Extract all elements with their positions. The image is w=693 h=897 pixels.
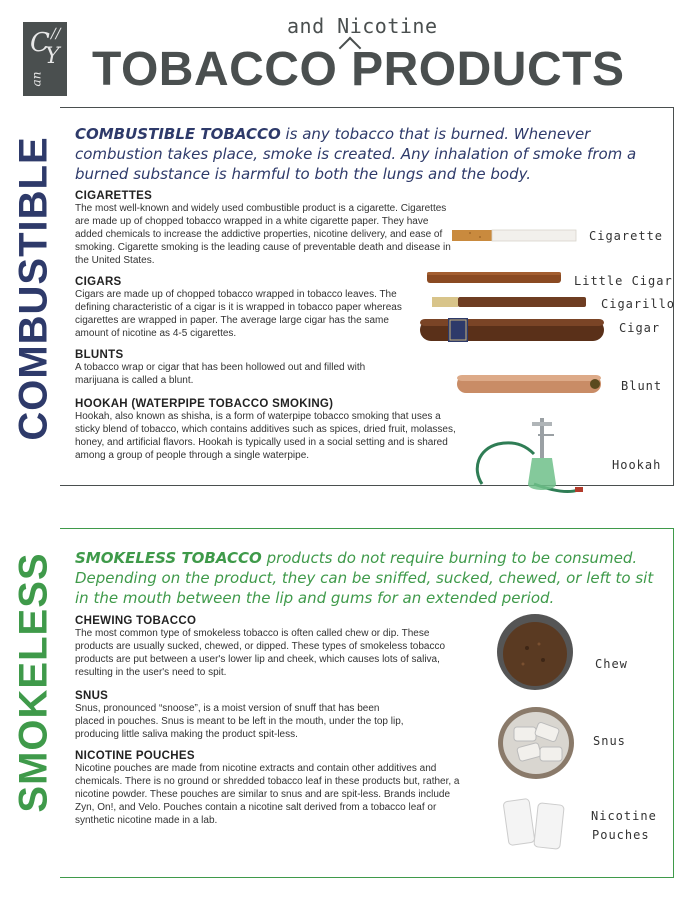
snus-image — [496, 705, 576, 781]
nicotine-pouches-block — [75, 750, 467, 827]
hookah-block — [75, 398, 459, 462]
cigarettes-body: The most well-known and widely used combustible product is a cigarette. Cigarettes are made up of chopped tobacco wrapped in a white cigarette paper. They have added chemicals to increase the addictive properties, nicotine delivery, and ease of smoking. Cigarette smoking is the leading cause of preventable death and disease in the United States. — [75, 203, 451, 266]
hookah-heading: HOOKAH (WATERPIPE TOBACCO SMOKING) — [75, 398, 334, 410]
nicotine-pouches-heading: NICOTINE POUCHES — [75, 750, 195, 762]
chew-image — [495, 612, 577, 694]
smokeless-intro: SMOKELESS TOBACCO products do not require burning to be consumed. Depending on the product, they can be sniffed, sucked, chewed, or left to sit in the mouth between the lip and gums for an extended period. — [75, 549, 654, 607]
smokeless-side-label: SMOKELESS — [11, 551, 56, 813]
cigar-label: Cigar — [619, 321, 661, 335]
blunts-block — [75, 349, 395, 387]
hookah-label: Hookah — [612, 458, 662, 472]
blunt-label: Blunt — [621, 379, 663, 393]
cigarettes-heading: CIGARETTES — [75, 190, 153, 202]
chew-label: Chew — [595, 657, 628, 671]
cyan-logo: C Y an ∕∕ — [23, 22, 67, 96]
hookah-image — [470, 414, 585, 498]
chewing-tobacco-heading: CHEWING TOBACCO — [75, 615, 197, 627]
snus-heading: SNUS — [75, 690, 109, 702]
little-cigar-image — [425, 268, 565, 288]
nicotine-pouches-label-1: Nicotine — [591, 809, 657, 823]
blunt-image — [455, 372, 605, 398]
cigarillo-image — [430, 293, 590, 311]
nicotine-pouches-image — [500, 792, 572, 854]
cigars-body: Cigars are made up of chopped tobacco wrapped in tobacco leaves. The defining characteristic of a cigar is it is wrapped in tobacco paper whereas cigarettes are wrapped in paper. The average large cigar has the same amount of nicotine as 4-5 cigarettes. — [75, 289, 402, 339]
little-cigar-label: Little Cigar — [574, 274, 673, 288]
nicotine-pouches-body: Nicotine pouches are made from nicotine extracts and contain other additives and chemicals. There is no ground or shredded tobacco leaf in these products but, rather, a nicotine powder. These pouches are similar to snus and are spit-less. Brands include Zyn, On!, and Velo. Pouches contain a nicotine salt derived from a tobacco leaf or synthetic nicotine made in a lab. — [75, 763, 460, 826]
page-title: TOBACCO PRODUCTS — [92, 43, 625, 96]
hookah-body: Hookah, also known as shisha, is a form of waterpipe tobacco smoking that uses a sticky blend of tobacco, which contains additives such as spices, dried fruit, molasses, honey, and artificial flavors. Hookah is typically used in a social setting and is shared among a group of people through a single waterpipe. — [75, 411, 456, 461]
cigarette-label: Cigarette — [589, 229, 664, 243]
cigarette-image — [450, 220, 580, 250]
cigars-heading: CIGARS — [75, 276, 122, 288]
snus-label: Snus — [593, 734, 626, 748]
snus-body: Snus, pronounced “snoose”, is a moist version of snuff that has been placed in pouches. Snus is meant to be left in the mouth, under the top lip, producing little saliva making the product spit-less. — [75, 703, 404, 740]
combustible-side-label: COMBUSTIBLE — [11, 135, 56, 441]
title-addition: and Nicotine — [287, 14, 438, 38]
chewing-tobacco-body: The most common type of smokeless tobacco is often called chew or dip. These products are usually sucked, chewed, or dipped. These types of smokeless tobacco products are put between a user's lower lip and cheek, which causes lots of saliva, resulting in the user's need to spit. — [75, 628, 446, 678]
combustible-intro: COMBUSTIBLE TOBACCO is any tobacco that is burned. Whenever combustion takes place, smoke is created. Any inhalation of smoke from a burned substance is harmful to both the lungs and the body. — [75, 125, 637, 183]
snus-block — [75, 690, 405, 741]
chewing-tobacco-block — [75, 615, 453, 679]
cigar-image — [418, 314, 608, 346]
cigarettes-block — [75, 190, 453, 267]
blunts-heading: BLUNTS — [75, 349, 124, 361]
cigarillo-label: Cigarillo — [601, 297, 676, 311]
nicotine-pouches-label-2: Pouches — [592, 828, 650, 842]
blunts-body: A tobacco wrap or cigar that has been hollowed out and filled with marijuana is called a blunt. — [75, 362, 366, 386]
cigars-block — [75, 276, 415, 340]
